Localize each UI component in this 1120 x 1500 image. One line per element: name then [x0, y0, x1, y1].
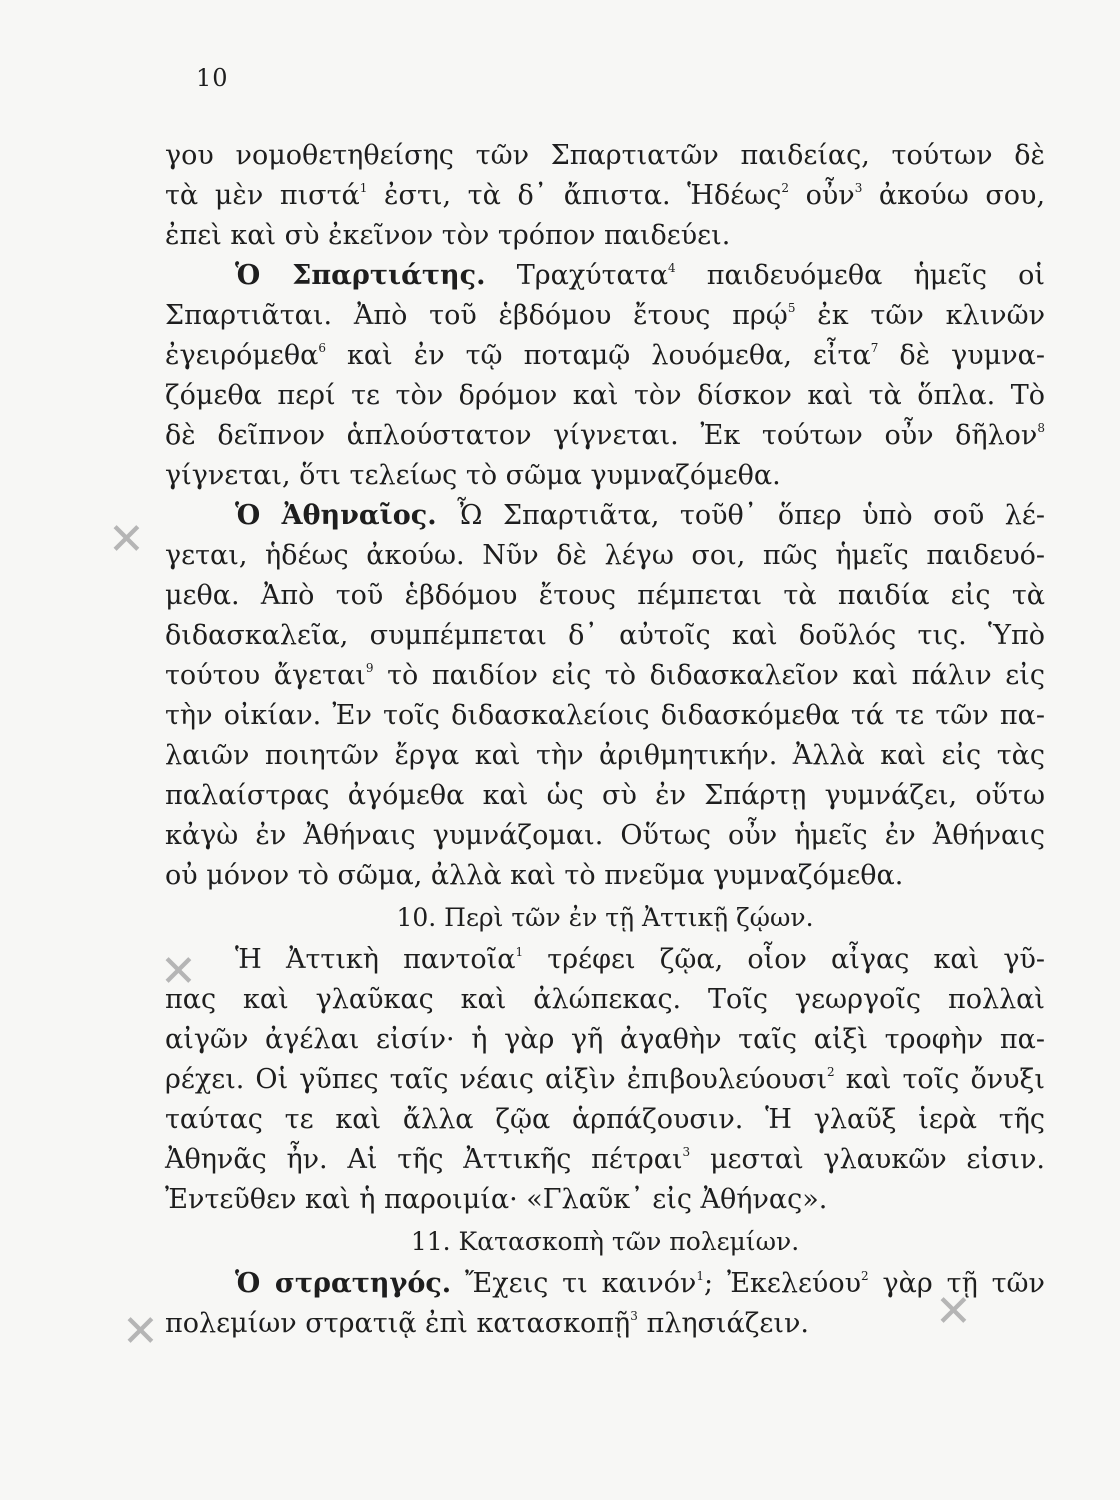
footnote-ref: 1	[359, 181, 368, 195]
text-line: γου νομοθετηθείσης τῶν Σπαρτιατῶν παιδείας, τούτων δὲ	[165, 140, 1045, 171]
text-line: πολεμίων στρατιᾷ ἐπὶ κατασκοπῇ$^3$ πλησιάζειν.	[165, 1308, 809, 1339]
text-line: ἐγειρόμεθα$^6$ καὶ ἐν τῷ ποταμῷ λουόμεθα, εἶτα$^7$ δὲ γυμνα-	[165, 340, 1046, 371]
speaker-label: Ὁ στρατηγός.	[235, 1268, 452, 1299]
footnote-ref: 9	[365, 661, 374, 675]
text-line: οὐ μόνον τὸ σῶμα, ἀλλὰ καὶ τὸ πνεῦμα γυμναζόμεθα.	[165, 860, 904, 891]
text-line: μεθα. Ἀπὸ τοῦ ἑβδόμου ἔτους πέμπεται τὰ παιδία εἰς τὰ	[165, 580, 1045, 611]
footnote-ref: 3	[630, 1309, 638, 1323]
text-line: γίγνεται, ὅτι τελείως τὸ σῶμα γυμναζόμεθα.	[165, 460, 781, 491]
footnote-ref: 4	[667, 261, 676, 275]
text-line: ταύτας τε καὶ ἄλλα ζῷα ἁρπάζουσιν. Ἡ γλαῦξ ἱερὰ τῆς	[165, 1104, 1045, 1135]
text-line: ρέχει. Οἱ γῦπες ταῖς νέαις αἰξὶν ἐπιβουλεύουσι$^2$ καὶ τοῖς ὄνυξι	[165, 1064, 1045, 1095]
text-line: ἐπεὶ καὶ σὺ ἐκεῖνον τὸν τρόπον παιδεύει.	[165, 220, 731, 251]
text-line: Ὁ στρατηγός. Ἔχεις τι καινόν$^1$; Ἐκελεύου$^2$ γὰρ τῇ τῶν	[235, 1268, 1045, 1299]
footnote-ref: 2	[827, 1065, 835, 1079]
text-line: πας καὶ γλαῦκας καὶ ἀλώπεκας. Τοῖς γεωργοῖς πολλαὶ	[165, 984, 1045, 1015]
text-line: λαιῶν ποιητῶν ἔργα καὶ τὴν ἀριθμητικήν. Ἀλλὰ καὶ εἰς τὰς	[165, 740, 1045, 771]
footnote-ref: 3	[854, 181, 863, 195]
page-text	[165, 136, 1045, 1344]
text-line: αἰγῶν ἀγέλαι εἰσίν· ἡ γὰρ γῆ ἀγαθὴν ταῖς αἰξὶ τροφὴν πα-	[165, 1024, 1045, 1055]
text-line: Ὁ Ἀθηναῖος. Ὦ Σπαρτιᾶτα, τοῦθ᾽ ὅπερ ὑπὸ σοῦ λέ-	[235, 500, 1045, 531]
text-line: διδασκαλεῖα, συμπέμπεται δ᾽ αὐτοῖς καὶ δοῦλός τις. Ὑπὸ	[165, 620, 1045, 651]
text-line: Ὁ Σπαρτιάτης. Τραχύτατα$^4$ παιδευόμεθα ἡμεῖς οἱ	[235, 260, 1045, 291]
text-line: τὴν οἰκίαν. Ἐν τοῖς διδασκαλείοις διδασκόμεθα τά τε τῶν πα-	[165, 700, 1045, 731]
footnote-ref: 1	[515, 945, 524, 959]
text-line: Ἐντεῦθεν καὶ ἡ παροιμία· «Γλαῦκ᾽ εἰς Ἀθήνας».	[165, 1184, 828, 1215]
page-number: 10	[196, 64, 229, 92]
text-line: γεται, ἡδέως ἀκούω. Νῦν δὲ λέγω σοι, πῶς ἡμεῖς παιδευό-	[165, 540, 1045, 571]
text-line: κἀγὼ ἐν Ἀθήναις γυμνάζομαι. Οὕτως οὖν ἡμεῖς ἐν Ἀθήναις	[165, 820, 1045, 851]
speaker-label: Ὁ Ἀθηναῖος.	[235, 500, 437, 531]
footnote-ref: 3	[682, 1145, 691, 1159]
footnote-ref: 2	[781, 181, 789, 195]
text-line: ζόμεθα περί τε τὸν δρόμον καὶ τὸν δίσκον καὶ τὰ ὅπλα. Τὸ	[165, 380, 1045, 411]
speaker-label: Ὁ Σπαρτιάτης.	[235, 260, 486, 291]
text-line: παλαίστρας ἀγόμεθα καὶ ὡς σὺ ἐν Σπάρτῃ γυμνάζει, οὕτω	[165, 780, 1045, 811]
text-line: τούτου ἄγεται$^9$ τὸ παιδίον εἰς τὸ διδασκαλεῖον καὶ πάλιν εἰς	[165, 660, 1045, 691]
section-heading: 10. Περὶ τῶν ἐν τῇ Ἀττικῇ ζῴων.	[396, 903, 814, 932]
footnote-ref: 2	[861, 1269, 869, 1283]
text-line: δὲ δεῖπνον ἁπλούστατον γίγνεται. Ἐκ τούτων οὖν δῆλον$^8$	[165, 420, 1045, 451]
footnote-ref: 7	[870, 341, 879, 355]
footnote-ref: 8	[1037, 421, 1045, 435]
pencil-mark: ✕	[160, 946, 197, 997]
footnote-ref: 5	[787, 301, 796, 315]
pencil-mark: ✕	[935, 1286, 972, 1337]
text-line: Ἀθηνᾶς ἦν. Αἱ τῆς Ἀττικῆς πέτραι$^3$ μεσταὶ γλαυκῶν εἰσιν.	[165, 1144, 1045, 1175]
pencil-mark: ✕	[122, 1306, 159, 1357]
footnote-ref: 1	[696, 1269, 704, 1283]
footnote-ref: 6	[318, 341, 326, 355]
text-line: Σπαρτιᾶται. Ἀπὸ τοῦ ἑβδόμου ἔτους πρῴ$^5$ ἐκ τῶν κλινῶν	[165, 300, 1045, 331]
text-line: Ἡ Ἀττικὴ παντοῖα$^1$ τρέφει ζῷα, οἷον αἶγας καὶ γῦ-	[235, 944, 1045, 975]
pencil-mark: ✕	[108, 514, 145, 565]
section-heading: 11. Κατασκοπὴ τῶν πολεμίων.	[410, 1227, 800, 1256]
text-line: τὰ μὲν πιστά$^1$ ἐστι, τὰ δ᾽ ἄπιστα. Ἡδέως$^2$ οὖν$^3$ ἀκούω σου,	[165, 180, 1046, 211]
